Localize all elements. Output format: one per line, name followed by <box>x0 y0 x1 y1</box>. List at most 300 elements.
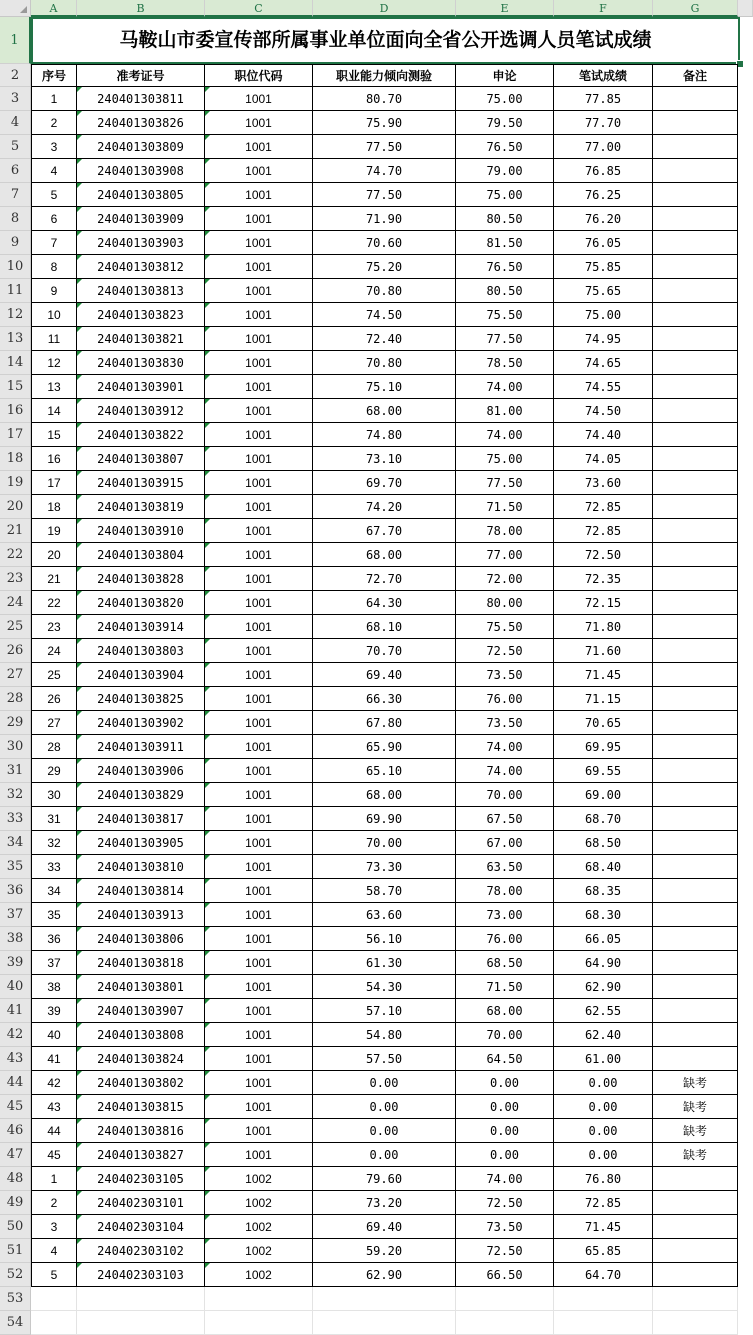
row-header-1[interactable]: 1 <box>0 17 31 64</box>
table-cell[interactable]: 1001 <box>205 111 313 135</box>
table-cell[interactable]: 0.00 <box>554 1119 653 1143</box>
table-cell[interactable]: 240401303823 <box>77 303 205 327</box>
table-cell[interactable]: 66.50 <box>456 1263 554 1287</box>
table-cell[interactable]: 33 <box>31 855 77 879</box>
table-cell[interactable]: 1001 <box>205 471 313 495</box>
empty-cell[interactable] <box>554 1287 653 1311</box>
table-cell[interactable]: 缺考 <box>653 1095 738 1119</box>
table-cell[interactable] <box>653 303 738 327</box>
table-cell[interactable]: 75.00 <box>554 303 653 327</box>
table-cell[interactable]: 65.10 <box>313 759 456 783</box>
row-header-39[interactable]: 39 <box>0 951 31 975</box>
table-cell[interactable]: 44 <box>31 1119 77 1143</box>
table-cell[interactable]: 67.70 <box>313 519 456 543</box>
row-header-42[interactable]: 42 <box>0 1023 31 1047</box>
table-cell[interactable]: 240401303820 <box>77 591 205 615</box>
table-cell[interactable]: 72.85 <box>554 1191 653 1215</box>
table-cell[interactable]: 74.05 <box>554 447 653 471</box>
row-header-13[interactable]: 13 <box>0 327 31 351</box>
table-cell[interactable]: 74.00 <box>456 735 554 759</box>
table-cell[interactable]: 69.40 <box>313 1215 456 1239</box>
table-cell[interactable]: 240401303801 <box>77 975 205 999</box>
table-cell[interactable]: 1001 <box>205 591 313 615</box>
row-header-28[interactable]: 28 <box>0 687 31 711</box>
table-header-cell[interactable]: 职业能力倾向测验 <box>313 64 456 87</box>
table-cell[interactable] <box>653 567 738 591</box>
table-cell[interactable]: 0.00 <box>313 1119 456 1143</box>
table-cell[interactable]: 240401303822 <box>77 423 205 447</box>
table-cell[interactable]: 68.50 <box>554 831 653 855</box>
table-cell[interactable]: 76.25 <box>554 183 653 207</box>
table-cell[interactable] <box>653 1191 738 1215</box>
table-cell[interactable]: 75.90 <box>313 111 456 135</box>
table-cell[interactable]: 1001 <box>205 375 313 399</box>
row-header-26[interactable]: 26 <box>0 639 31 663</box>
empty-cell[interactable] <box>456 1311 554 1335</box>
table-cell[interactable]: 1002 <box>205 1191 313 1215</box>
table-cell[interactable]: 42 <box>31 1071 77 1095</box>
table-cell[interactable]: 1002 <box>205 1167 313 1191</box>
table-cell[interactable]: 68.40 <box>554 855 653 879</box>
row-header-2[interactable]: 2 <box>0 64 31 87</box>
table-cell[interactable]: 61.00 <box>554 1047 653 1071</box>
table-cell[interactable]: 24 <box>31 639 77 663</box>
row-header-43[interactable]: 43 <box>0 1047 31 1071</box>
table-cell[interactable]: 1001 <box>205 783 313 807</box>
table-cell[interactable]: 32 <box>31 831 77 855</box>
table-cell[interactable] <box>653 591 738 615</box>
table-cell[interactable]: 1001 <box>205 735 313 759</box>
table-cell[interactable]: 72.70 <box>313 567 456 591</box>
row-header-19[interactable]: 19 <box>0 471 31 495</box>
table-cell[interactable] <box>653 399 738 423</box>
table-cell[interactable]: 72.85 <box>554 519 653 543</box>
table-cell[interactable]: 3 <box>31 1215 77 1239</box>
table-cell[interactable]: 70.00 <box>456 1023 554 1047</box>
table-cell[interactable]: 1001 <box>205 663 313 687</box>
table-cell[interactable]: 79.00 <box>456 159 554 183</box>
table-cell[interactable]: 76.50 <box>456 255 554 279</box>
table-cell[interactable]: 19 <box>31 519 77 543</box>
table-cell[interactable]: 1001 <box>205 351 313 375</box>
table-cell[interactable] <box>653 159 738 183</box>
table-cell[interactable]: 1001 <box>205 423 313 447</box>
column-header-e[interactable]: E <box>456 0 554 17</box>
empty-cell[interactable] <box>77 1287 205 1311</box>
table-cell[interactable]: 240401303906 <box>77 759 205 783</box>
table-cell[interactable]: 240401303806 <box>77 927 205 951</box>
table-cell[interactable]: 69.95 <box>554 735 653 759</box>
table-cell[interactable]: 73.50 <box>456 711 554 735</box>
table-cell[interactable]: 72.85 <box>554 495 653 519</box>
row-header-24[interactable]: 24 <box>0 591 31 615</box>
table-cell[interactable]: 76.00 <box>456 927 554 951</box>
table-cell[interactable] <box>653 831 738 855</box>
table-cell[interactable] <box>653 111 738 135</box>
table-cell[interactable] <box>653 951 738 975</box>
table-cell[interactable]: 240401303812 <box>77 255 205 279</box>
table-cell[interactable]: 12 <box>31 351 77 375</box>
table-cell[interactable]: 68.00 <box>313 399 456 423</box>
table-cell[interactable]: 80.70 <box>313 87 456 111</box>
table-cell[interactable]: 240401303805 <box>77 183 205 207</box>
table-cell[interactable]: 69.00 <box>554 783 653 807</box>
table-cell[interactable] <box>653 615 738 639</box>
table-cell[interactable]: 240401303913 <box>77 903 205 927</box>
row-header-51[interactable]: 51 <box>0 1239 31 1263</box>
table-cell[interactable]: 63.60 <box>313 903 456 927</box>
row-header-6[interactable]: 6 <box>0 159 31 183</box>
table-cell[interactable] <box>653 1239 738 1263</box>
table-cell[interactable] <box>653 543 738 567</box>
table-cell[interactable]: 240401303808 <box>77 1023 205 1047</box>
table-cell[interactable]: 240401303826 <box>77 111 205 135</box>
table-cell[interactable]: 76.05 <box>554 231 653 255</box>
table-cell[interactable]: 1001 <box>205 1047 313 1071</box>
table-cell[interactable]: 240401303814 <box>77 879 205 903</box>
table-cell[interactable]: 0.00 <box>313 1071 456 1095</box>
table-cell[interactable]: 72.35 <box>554 567 653 591</box>
table-cell[interactable]: 75.00 <box>456 183 554 207</box>
table-cell[interactable]: 1001 <box>205 135 313 159</box>
table-cell[interactable]: 76.85 <box>554 159 653 183</box>
table-cell[interactable]: 68.30 <box>554 903 653 927</box>
table-cell[interactable]: 240401303828 <box>77 567 205 591</box>
table-cell[interactable]: 73.60 <box>554 471 653 495</box>
table-cell[interactable]: 45 <box>31 1143 77 1167</box>
table-cell[interactable]: 1001 <box>205 87 313 111</box>
table-cell[interactable]: 240401303910 <box>77 519 205 543</box>
table-cell[interactable]: 3 <box>31 135 77 159</box>
table-cell[interactable]: 1002 <box>205 1239 313 1263</box>
row-header-45[interactable]: 45 <box>0 1095 31 1119</box>
row-header-33[interactable]: 33 <box>0 807 31 831</box>
table-cell[interactable]: 76.80 <box>554 1167 653 1191</box>
table-cell[interactable]: 240401303902 <box>77 711 205 735</box>
table-cell[interactable]: 缺考 <box>653 1071 738 1095</box>
table-cell[interactable] <box>653 447 738 471</box>
table-cell[interactable]: 68.00 <box>313 783 456 807</box>
table-cell[interactable]: 78.50 <box>456 351 554 375</box>
table-cell[interactable]: 28 <box>31 735 77 759</box>
table-header-cell[interactable]: 准考证号 <box>77 64 205 87</box>
table-cell[interactable]: 240401303915 <box>77 471 205 495</box>
table-cell[interactable]: 0.00 <box>456 1095 554 1119</box>
table-cell[interactable]: 70.70 <box>313 639 456 663</box>
table-cell[interactable]: 2 <box>31 111 77 135</box>
table-cell[interactable]: 1001 <box>205 1143 313 1167</box>
table-cell[interactable]: 77.50 <box>313 183 456 207</box>
table-cell[interactable]: 64.90 <box>554 951 653 975</box>
table-cell[interactable]: 74.00 <box>456 1167 554 1191</box>
row-header-37[interactable]: 37 <box>0 903 31 927</box>
row-header-46[interactable]: 46 <box>0 1119 31 1143</box>
table-cell[interactable]: 62.90 <box>554 975 653 999</box>
table-cell[interactable]: 240401303901 <box>77 375 205 399</box>
table-cell[interactable]: 41 <box>31 1047 77 1071</box>
table-cell[interactable]: 63.50 <box>456 855 554 879</box>
table-cell[interactable]: 1001 <box>205 495 313 519</box>
row-header-14[interactable]: 14 <box>0 351 31 375</box>
table-cell[interactable]: 14 <box>31 399 77 423</box>
table-cell[interactable]: 240401303912 <box>77 399 205 423</box>
table-cell[interactable]: 58.70 <box>313 879 456 903</box>
table-cell[interactable]: 1001 <box>205 255 313 279</box>
table-cell[interactable]: 68.70 <box>554 807 653 831</box>
table-cell[interactable] <box>653 255 738 279</box>
table-header-cell[interactable]: 备注 <box>653 64 738 87</box>
table-cell[interactable]: 62.55 <box>554 999 653 1023</box>
table-cell[interactable]: 1001 <box>205 327 313 351</box>
row-header-10[interactable]: 10 <box>0 255 31 279</box>
table-cell[interactable]: 40 <box>31 1023 77 1047</box>
row-header-34[interactable]: 34 <box>0 831 31 855</box>
table-cell[interactable]: 240401303908 <box>77 159 205 183</box>
table-cell[interactable] <box>653 687 738 711</box>
table-cell[interactable] <box>653 711 738 735</box>
row-header-23[interactable]: 23 <box>0 567 31 591</box>
table-cell[interactable]: 70.65 <box>554 711 653 735</box>
table-cell[interactable] <box>653 927 738 951</box>
table-cell[interactable]: 73.50 <box>456 1215 554 1239</box>
table-cell[interactable]: 29 <box>31 759 77 783</box>
table-cell[interactable] <box>653 1167 738 1191</box>
row-header-40[interactable]: 40 <box>0 975 31 999</box>
table-cell[interactable]: 67.50 <box>456 807 554 831</box>
row-header-17[interactable]: 17 <box>0 423 31 447</box>
table-cell[interactable]: 9 <box>31 279 77 303</box>
row-header-50[interactable]: 50 <box>0 1215 31 1239</box>
table-cell[interactable]: 77.50 <box>313 135 456 159</box>
table-cell[interactable]: 68.50 <box>456 951 554 975</box>
row-header-49[interactable]: 49 <box>0 1191 31 1215</box>
row-header-29[interactable]: 29 <box>0 711 31 735</box>
row-header-36[interactable]: 36 <box>0 879 31 903</box>
row-header-54[interactable]: 54 <box>0 1311 31 1335</box>
table-cell[interactable] <box>653 207 738 231</box>
table-cell[interactable]: 0.00 <box>456 1119 554 1143</box>
table-cell[interactable]: 59.20 <box>313 1239 456 1263</box>
table-cell[interactable]: 缺考 <box>653 1119 738 1143</box>
row-header-31[interactable]: 31 <box>0 759 31 783</box>
table-cell[interactable]: 70.00 <box>456 783 554 807</box>
table-cell[interactable]: 0.00 <box>313 1143 456 1167</box>
table-cell[interactable]: 80.50 <box>456 207 554 231</box>
empty-cell[interactable] <box>313 1311 456 1335</box>
table-cell[interactable]: 240401303816 <box>77 1119 205 1143</box>
table-cell[interactable]: 68.35 <box>554 879 653 903</box>
table-cell[interactable]: 73.00 <box>456 903 554 927</box>
table-cell[interactable]: 71.80 <box>554 615 653 639</box>
column-header-a[interactable]: A <box>31 0 77 17</box>
table-cell[interactable] <box>653 471 738 495</box>
table-cell[interactable]: 1001 <box>205 1023 313 1047</box>
table-cell[interactable]: 74.65 <box>554 351 653 375</box>
table-cell[interactable]: 61.30 <box>313 951 456 975</box>
table-cell[interactable]: 1001 <box>205 1095 313 1119</box>
table-cell[interactable] <box>653 519 738 543</box>
table-cell[interactable]: 15 <box>31 423 77 447</box>
column-header-g[interactable]: G <box>653 0 738 17</box>
table-cell[interactable]: 77.00 <box>456 543 554 567</box>
row-header-8[interactable]: 8 <box>0 207 31 231</box>
row-header-32[interactable]: 32 <box>0 783 31 807</box>
table-cell[interactable]: 0.00 <box>554 1071 653 1095</box>
table-cell[interactable]: 62.40 <box>554 1023 653 1047</box>
table-cell[interactable]: 1 <box>31 1167 77 1191</box>
table-cell[interactable]: 240401303824 <box>77 1047 205 1071</box>
table-cell[interactable]: 76.50 <box>456 135 554 159</box>
table-cell[interactable]: 64.30 <box>313 591 456 615</box>
table-cell[interactable]: 77.70 <box>554 111 653 135</box>
table-cell[interactable]: 54.80 <box>313 1023 456 1047</box>
table-cell[interactable]: 73.10 <box>313 447 456 471</box>
empty-cell[interactable] <box>205 1311 313 1335</box>
table-cell[interactable]: 74.80 <box>313 423 456 447</box>
table-cell[interactable]: 67.80 <box>313 711 456 735</box>
table-cell[interactable]: 75.50 <box>456 615 554 639</box>
table-cell[interactable]: 68.00 <box>456 999 554 1023</box>
table-cell[interactable]: 1001 <box>205 1071 313 1095</box>
table-cell[interactable]: 68.10 <box>313 615 456 639</box>
table-cell[interactable] <box>653 183 738 207</box>
table-cell[interactable]: 11 <box>31 327 77 351</box>
table-cell[interactable]: 72.50 <box>456 639 554 663</box>
table-cell[interactable]: 64.50 <box>456 1047 554 1071</box>
table-cell[interactable]: 31 <box>31 807 77 831</box>
table-cell[interactable]: 1001 <box>205 711 313 735</box>
table-cell[interactable]: 68.00 <box>313 543 456 567</box>
table-cell[interactable] <box>653 1047 738 1071</box>
table-cell[interactable] <box>653 783 738 807</box>
column-header-c[interactable]: C <box>205 0 313 17</box>
table-cell[interactable]: 22 <box>31 591 77 615</box>
table-cell[interactable]: 66.30 <box>313 687 456 711</box>
empty-cell[interactable] <box>456 1287 554 1311</box>
table-cell[interactable]: 1001 <box>205 447 313 471</box>
table-cell[interactable]: 240401303807 <box>77 447 205 471</box>
table-cell[interactable]: 74.55 <box>554 375 653 399</box>
table-cell[interactable] <box>653 1023 738 1047</box>
table-cell[interactable] <box>653 663 738 687</box>
table-cell[interactable]: 26 <box>31 687 77 711</box>
table-cell[interactable]: 56.10 <box>313 927 456 951</box>
table-cell[interactable]: 75.65 <box>554 279 653 303</box>
table-cell[interactable]: 240401303818 <box>77 951 205 975</box>
table-cell[interactable]: 240402303101 <box>77 1191 205 1215</box>
row-header-48[interactable]: 48 <box>0 1167 31 1191</box>
table-cell[interactable]: 0.00 <box>554 1143 653 1167</box>
table-cell[interactable]: 1001 <box>205 543 313 567</box>
row-header-3[interactable]: 3 <box>0 87 31 111</box>
table-cell[interactable]: 73.50 <box>456 663 554 687</box>
table-cell[interactable]: 5 <box>31 183 77 207</box>
table-cell[interactable]: 62.90 <box>313 1263 456 1287</box>
table-cell[interactable]: 240401303829 <box>77 783 205 807</box>
empty-cell[interactable] <box>31 1311 77 1335</box>
row-header-4[interactable]: 4 <box>0 111 31 135</box>
row-header-12[interactable]: 12 <box>0 303 31 327</box>
table-cell[interactable]: 80.50 <box>456 279 554 303</box>
table-cell[interactable]: 1002 <box>205 1215 313 1239</box>
table-cell[interactable]: 1001 <box>205 639 313 663</box>
table-cell[interactable]: 240402303105 <box>77 1167 205 1191</box>
table-cell[interactable] <box>653 639 738 663</box>
row-header-41[interactable]: 41 <box>0 999 31 1023</box>
table-cell[interactable] <box>653 351 738 375</box>
row-header-5[interactable]: 5 <box>0 135 31 159</box>
table-cell[interactable]: 74.50 <box>554 399 653 423</box>
empty-cell[interactable] <box>653 1287 738 1311</box>
table-cell[interactable]: 1001 <box>205 927 313 951</box>
table-cell[interactable] <box>653 975 738 999</box>
row-header-52[interactable]: 52 <box>0 1263 31 1287</box>
table-cell[interactable]: 70.80 <box>313 351 456 375</box>
table-cell[interactable]: 16 <box>31 447 77 471</box>
table-cell[interactable]: 72.50 <box>554 543 653 567</box>
row-header-35[interactable]: 35 <box>0 855 31 879</box>
table-cell[interactable]: 240401303905 <box>77 831 205 855</box>
column-header-d[interactable]: D <box>313 0 456 17</box>
table-cell[interactable]: 6 <box>31 207 77 231</box>
table-cell[interactable]: 1001 <box>205 807 313 831</box>
table-cell[interactable]: 4 <box>31 1239 77 1263</box>
table-cell[interactable]: 240401303817 <box>77 807 205 831</box>
table-cell[interactable]: 1001 <box>205 183 313 207</box>
table-cell[interactable]: 2 <box>31 1191 77 1215</box>
table-cell[interactable]: 65.85 <box>554 1239 653 1263</box>
table-cell[interactable]: 8 <box>31 255 77 279</box>
table-cell[interactable]: 43 <box>31 1095 77 1119</box>
table-cell[interactable]: 1001 <box>205 903 313 927</box>
table-cell[interactable]: 81.50 <box>456 231 554 255</box>
table-cell[interactable]: 240401303827 <box>77 1143 205 1167</box>
row-header-11[interactable]: 11 <box>0 279 31 303</box>
table-cell[interactable]: 0.00 <box>554 1095 653 1119</box>
table-cell[interactable]: 70.80 <box>313 279 456 303</box>
row-header-53[interactable]: 53 <box>0 1287 31 1311</box>
table-cell[interactable]: 57.50 <box>313 1047 456 1071</box>
table-cell[interactable] <box>653 903 738 927</box>
table-cell[interactable]: 73.20 <box>313 1191 456 1215</box>
row-header-44[interactable]: 44 <box>0 1071 31 1095</box>
table-cell[interactable]: 72.00 <box>456 567 554 591</box>
table-cell[interactable] <box>653 279 738 303</box>
table-cell[interactable]: 21 <box>31 567 77 591</box>
table-cell[interactable]: 77.00 <box>554 135 653 159</box>
table-cell[interactable]: 71.45 <box>554 1215 653 1239</box>
table-cell[interactable]: 79.60 <box>313 1167 456 1191</box>
table-cell[interactable]: 17 <box>31 471 77 495</box>
table-cell[interactable]: 75.10 <box>313 375 456 399</box>
table-cell[interactable]: 27 <box>31 711 77 735</box>
table-cell[interactable]: 1001 <box>205 399 313 423</box>
table-cell[interactable]: 0.00 <box>456 1071 554 1095</box>
table-cell[interactable]: 23 <box>31 615 77 639</box>
table-cell[interactable]: 75.00 <box>456 87 554 111</box>
table-cell[interactable]: 缺考 <box>653 1143 738 1167</box>
table-cell[interactable] <box>653 1263 738 1287</box>
table-cell[interactable]: 18 <box>31 495 77 519</box>
table-cell[interactable]: 7 <box>31 231 77 255</box>
table-cell[interactable]: 38 <box>31 975 77 999</box>
table-cell[interactable]: 76.20 <box>554 207 653 231</box>
table-cell[interactable] <box>653 735 738 759</box>
table-cell[interactable]: 76.00 <box>456 687 554 711</box>
table-cell[interactable]: 1001 <box>205 1119 313 1143</box>
table-cell[interactable]: 240401303815 <box>77 1095 205 1119</box>
table-cell[interactable]: 240401303803 <box>77 639 205 663</box>
